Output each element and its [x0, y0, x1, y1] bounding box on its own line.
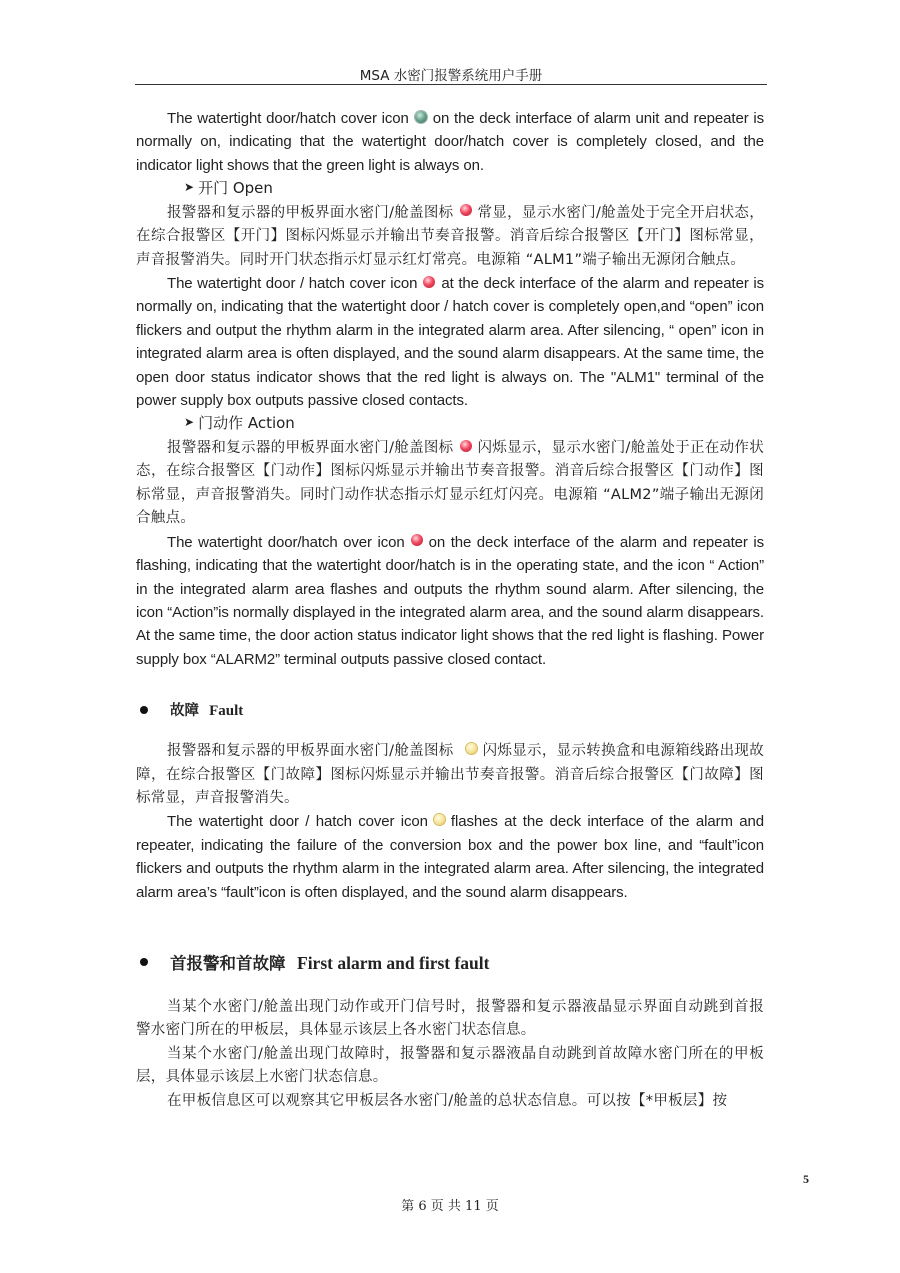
red-status-icon	[411, 534, 423, 546]
open-subheading: ➤ 开门 Open	[184, 179, 273, 198]
bullet-dot-icon	[140, 958, 148, 966]
arrowhead-bullet-icon: ➤	[184, 415, 195, 430]
bullet-dot-icon	[140, 706, 148, 714]
yellow-status-icon	[434, 814, 445, 825]
first-alarm-paragraph-3: 在甲板信息区可以观察其它甲板层各水密门/舱盖的总状态信息。可以按【*甲板层】按	[167, 1092, 728, 1109]
closed-en-paragraph: The watertight door/hatch cover icon on the deck interface of alarm unit and repeater is normally on, indicating that the watertight door/hatch cover is completely closed, and the indicator light shows that the green light is always on.	[136, 110, 765, 174]
action-zh-paragraph: 报警器和复示器的甲板界面水密门/舱盖图标 闪烁显示，显示水密门/舱盖处于正在动作状态，在综合报警区【门动作】图标闪烁显示并输出节奏音报警。消音后综合报警区【门动作】图标常显，声音报警消失。同时门动作状态指示灯显示红灯闪亮。电源箱 “ALM2”端子输出无源闭合触点。	[136, 440, 764, 527]
green-status-icon	[415, 111, 427, 123]
fault-zh-paragraph: 报警器和复示器的甲板界面水密门/舱盖图标 闪烁显示，显示转换盒和电源箱线路出现故障，在综合报警区【门故障】图标闪烁显示并输出节奏音报警。消音后综合报警区【门故障】图标常显，声音报警消失。	[136, 743, 764, 806]
red-status-icon	[423, 276, 435, 288]
first-alarm-paragraph-1: 当某个水密门/舱盖出现门动作或开门信号时，报警器和复示器液晶显示界面自动跳到首报警水密门所在的甲板层，具体显示该层上各水密门状态信息。	[136, 998, 764, 1039]
page-header-title: MSA 水密门报警系统用户手册	[359, 68, 543, 84]
header-divider	[135, 84, 767, 85]
open-zh-paragraph: 报警器和复示器的甲板界面水密门/舱盖图标 常显，显示水密门/舱盖处于完全开启状态，在综合报警区【开门】图标闪烁显示并输出节奏音报警。消音后综合报警区【开门】图标常显，声音报警消失。同时开门状态指示灯显示红灯常亮。电源箱 “ALM1”端子输出无源闭合触点。	[136, 204, 764, 268]
page-footer: 第 6 页 共 11 页	[401, 1199, 499, 1214]
action-en-paragraph: The watertight door/hatch over icon on the deck interface of the alarm and repeater is flashing, indicating that the watertight door/hatch is in the operating state, and the icon “ Action” in the integrated alarm area flashes and outputs the rhythm sound alarm. After silencing, the icon “Action”is normally displayed in the integrated alarm area, and the sound alarm disappears. At the same time, the door action status indicator light shows that the red light is flashing. Power supply box “ALARM2” terminal outputs passive closed contact.	[136, 533, 764, 668]
first-alarm-paragraph-2: 当某个水密门/舱盖出现门故障时，报警器和复示器液晶自动跳到首故障水密门所在的甲板层，具体显示该层上水密门状态信息。	[136, 1045, 764, 1086]
red-status-icon	[460, 204, 472, 216]
open-en-paragraph: The watertight door / hatch cover icon at the deck interface of the alarm and repeater is normally on, indicating that the watertight door / hatch cover is completely open,and “open” icon flickers and output the rhythm alarm in the integrated alarm area. After silencing, “ open” icon in integrated alarm area is often displayed, and the sound alarm disappears. At the same time, the open door status indicator shows that the red light is always on. The "ALM1" terminal of the power supply box outputs passive closed contacts.	[136, 275, 764, 410]
arrowhead-bullet-icon: ➤	[184, 180, 195, 195]
red-status-icon	[460, 440, 472, 452]
action-subheading: ➤ 门动作 Action	[184, 414, 295, 433]
first-alarm-heading: 首报警和首故障 First alarm and first fault	[136, 950, 764, 974]
document-body	[136, 107, 764, 1113]
side-page-number: 5	[803, 1172, 809, 1186]
fault-en-paragraph: The watertight door / hatch cover icon flashes at the deck interface of the alarm and repeater, indicating the failure of the conversion box and the power box line, and “fault”icon flickers and outputs the rhythm alarm in the integrated alarm area. After silencing, the integrated alarm area’s “fault”icon is often displayed, and the sound alarm disappears.	[136, 813, 764, 901]
fault-heading: 故障 Fault	[136, 699, 764, 720]
yellow-status-icon	[466, 743, 477, 754]
